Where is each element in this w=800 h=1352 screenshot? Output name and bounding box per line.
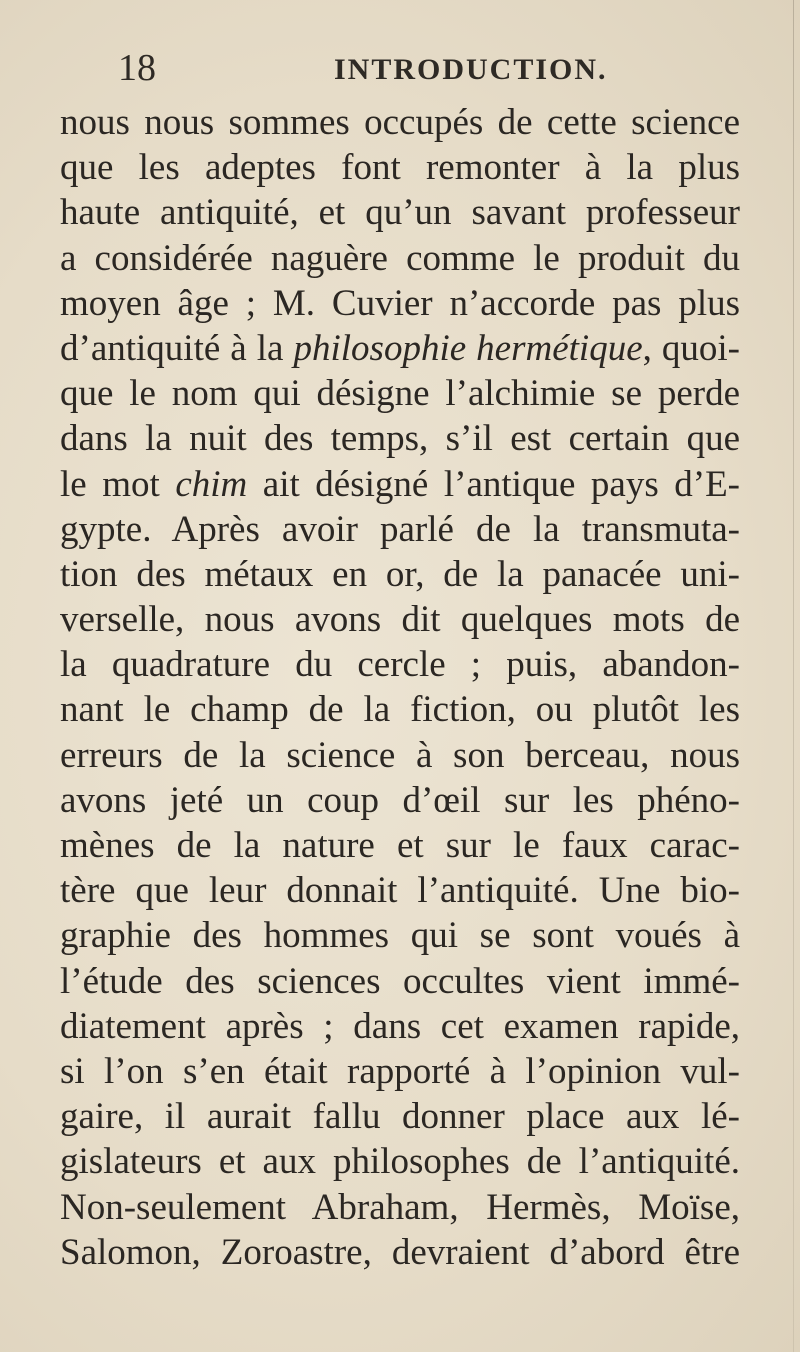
- text-line: [60, 281, 740, 326]
- text-segment: tion des métaux en or, de la panacée uni-: [60, 553, 740, 595]
- text-line: [60, 868, 740, 913]
- text-segment: d’antiquité à la: [60, 327, 294, 369]
- text-segment: , quoi-: [642, 327, 740, 369]
- text-segment: que les adeptes font remonter à la plus: [60, 147, 740, 189]
- text-segment: l’étude des sciences occultes vient immé-: [60, 960, 740, 1002]
- text-line: [60, 642, 740, 687]
- text-line: [60, 1094, 740, 1139]
- text-segment: que le nom qui désigne l’alchimie se perde: [60, 373, 740, 415]
- text-line: [60, 1185, 740, 1230]
- text-line: [60, 823, 740, 868]
- text-line: [60, 145, 740, 190]
- text-segment: haute antiquité, et qu’un savant professeur: [60, 192, 740, 234]
- text-segment: Salomon, Zoroastre, devraient d’abord être: [60, 1231, 740, 1273]
- text-segment: gislateurs et aux philosophes de l’antiquité.: [60, 1141, 740, 1183]
- text-line: [60, 1230, 740, 1275]
- text-segment: le mot: [60, 463, 176, 505]
- italic-text: philosophie hermétique: [293, 327, 643, 369]
- text-segment: dans la nuit des temps, s’il est certain que: [60, 418, 740, 460]
- text-line: [60, 597, 740, 642]
- text-segment: si l’on s’en était rapporté à l’opinion vul-: [60, 1050, 740, 1092]
- text-line: [60, 100, 740, 145]
- text-line: [60, 913, 740, 958]
- text-line: [60, 326, 740, 371]
- text-segment: Non-seulement Abraham, Hermès, Moïse,: [60, 1186, 740, 1228]
- page-edge: [793, 0, 794, 1352]
- text-segment: gaire, il aurait fallu donner place aux lé-: [60, 1096, 740, 1138]
- text-segment: nant le champ de la fiction, ou plutôt les: [60, 689, 740, 731]
- text-line: [60, 552, 740, 597]
- text-segment: verselle, nous avons dit quelques mots de: [60, 599, 740, 641]
- text-line: [60, 733, 740, 778]
- text-line: [60, 959, 740, 1004]
- text-line: [60, 507, 740, 552]
- text-segment: tère que leur donnait l’antiquité. Une bio-: [60, 870, 740, 912]
- text-segment: mènes de la nature et sur le faux carac-: [60, 825, 740, 866]
- text-line: [60, 416, 740, 461]
- text-segment: avons jeté un coup d’œil sur les phéno-: [60, 779, 740, 821]
- italic-text: chim: [175, 463, 248, 505]
- text-segment: gypte. Après avoir parlé de la transmuta-: [60, 508, 740, 550]
- text-line: [60, 1139, 740, 1184]
- text-line: [60, 1049, 740, 1094]
- running-head: INTRODUCTION.: [334, 53, 608, 86]
- text-segment: ait désigné l’antique pays d’E-: [247, 463, 740, 505]
- text-segment: erreurs de la science à son berceau, nous: [60, 734, 740, 776]
- text-line: [60, 371, 740, 416]
- text-segment: graphie des hommes qui se sont voués à: [60, 915, 740, 957]
- page-number: 18: [118, 47, 156, 89]
- text-line: [60, 190, 740, 235]
- text-segment: diatement après ; dans cet examen rapide,: [60, 1005, 740, 1047]
- text-line: [60, 778, 740, 823]
- text-line: [60, 1004, 740, 1049]
- text-line: [60, 687, 740, 732]
- text-segment: nous nous sommes occupés de cette science: [60, 102, 740, 143]
- text-line: [60, 236, 740, 281]
- text-segment: moyen âge ; M. Cuvier n’accorde pas plus: [60, 282, 740, 324]
- text-segment: la quadrature du cercle ; puis, abandon-: [60, 644, 740, 686]
- text-segment: a considérée naguère comme le produit du: [60, 237, 740, 279]
- text-line: [60, 462, 740, 507]
- body-text: [60, 100, 740, 1275]
- page-header: [118, 46, 678, 90]
